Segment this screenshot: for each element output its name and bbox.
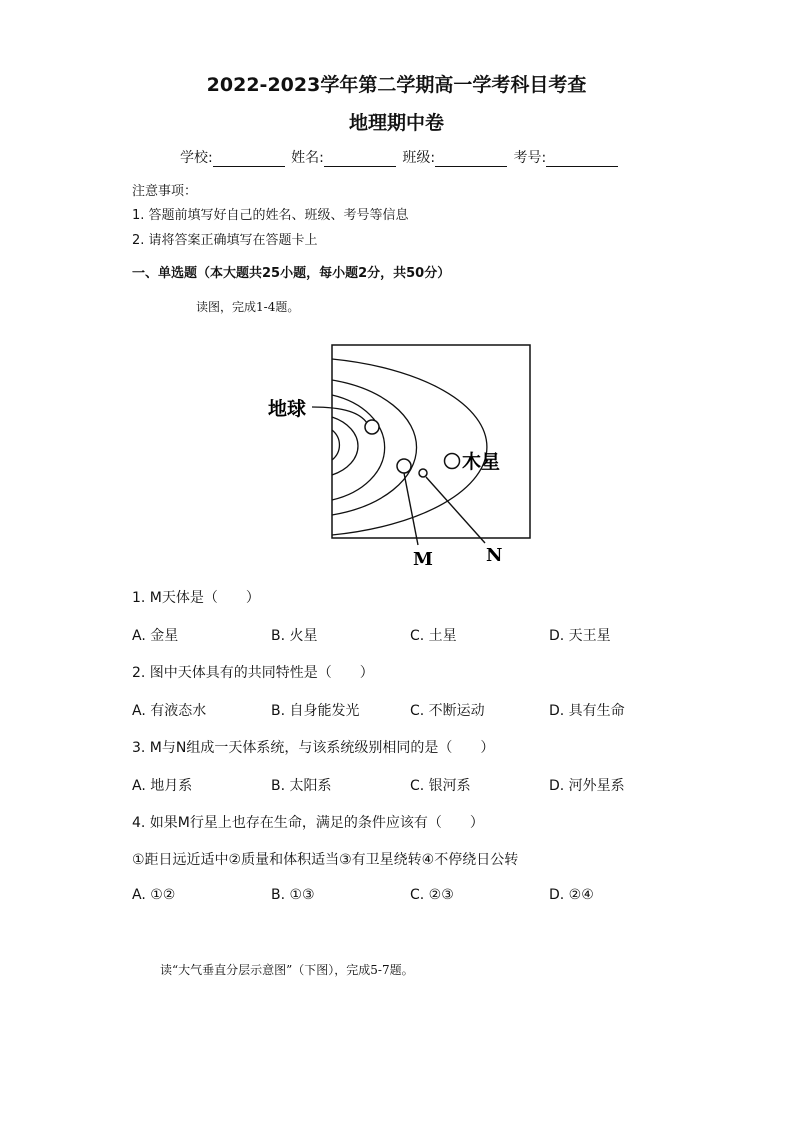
diagram-frame — [332, 345, 530, 538]
solar-system-diagram — [260, 335, 560, 575]
name-label: 姓名: — [291, 150, 324, 166]
q2-option-c: C. 不断运动 — [410, 703, 485, 719]
figure-instruction: 读图，完成1-4题。 — [196, 300, 300, 314]
exam-title: 2022-2023学年第二学期高一学考科目考查 — [206, 74, 587, 96]
earth-label: 地球 — [268, 398, 307, 420]
section-heading: 一、单选题（本大题共25小题，每小题2分，共50分） — [132, 266, 451, 281]
class-label: 班级: — [402, 150, 436, 166]
q1-option-b: B. 火星 — [271, 628, 318, 644]
n-label: N — [486, 545, 503, 566]
q3-option-c: C. 银河系 — [410, 778, 471, 794]
jupiter-label: 木星 — [462, 451, 501, 473]
orbit-2 — [332, 417, 358, 475]
n-leader-line — [426, 477, 485, 543]
q4-option-b: B. ①③ — [271, 887, 315, 903]
exam-subtitle: 地理期中卷 — [348, 112, 444, 134]
question-4-stem: 4. 如果M行星上也存在生命，满足的条件应该有（ ） — [132, 815, 484, 831]
q4-option-a: A. ①② — [132, 887, 176, 903]
m-leader-line — [404, 473, 418, 545]
orbit-4 — [332, 380, 417, 515]
q2-option-b: B. 自身能发光 — [271, 703, 360, 719]
m-label: M — [413, 549, 433, 570]
school-blank — [213, 152, 285, 167]
q3-option-d: D. 河外星系 — [549, 778, 625, 794]
next-figure-instruction: 读“大气垂直分层示意图”（下图），完成5-7题。 — [160, 963, 414, 977]
jupiter-planet — [445, 454, 460, 469]
question-3-stem: 3. M与N组成一天体系统，与该系统级别相同的是（ ） — [132, 740, 495, 756]
planet-n — [419, 469, 427, 477]
exam-number-label: 考号: — [513, 150, 547, 166]
note-item-1: 1. 答题前填写好自己的姓名、班级、考号等信息 — [132, 208, 409, 223]
student-info-line — [180, 147, 620, 167]
planet-m — [397, 459, 411, 473]
exam-number-blank — [546, 152, 618, 167]
q1-option-d: D. 天王星 — [549, 628, 611, 644]
class-blank — [435, 152, 507, 167]
question-2-stem: 2. 图中天体具有的共同特性是（ ） — [132, 665, 374, 681]
q2-option-d: D. 具有生命 — [549, 703, 625, 719]
question-1-stem: 1. M天体是（ ） — [132, 590, 260, 606]
q3-option-a: A. 地月系 — [132, 778, 193, 794]
q1-option-a: A. 金星 — [132, 628, 179, 644]
question-4-conditions: ①距日远近适中②质量和体积适当③有卫星绕转④不停绕日公转 — [132, 852, 519, 868]
notes-heading: 注意事项： — [132, 184, 198, 199]
school-label: 学校: — [180, 150, 213, 166]
orbit-1 — [332, 430, 339, 460]
q1-option-c: C. 土星 — [410, 628, 457, 644]
q3-option-b: B. 太阳系 — [271, 778, 332, 794]
q2-option-a: A. 有液态水 — [132, 703, 207, 719]
note-item-2: 2. 请将答案正确填写在答题卡上 — [132, 233, 318, 248]
q4-option-d: D. ②④ — [549, 887, 594, 903]
name-blank — [324, 152, 396, 167]
q4-option-c: C. ②③ — [410, 887, 454, 903]
